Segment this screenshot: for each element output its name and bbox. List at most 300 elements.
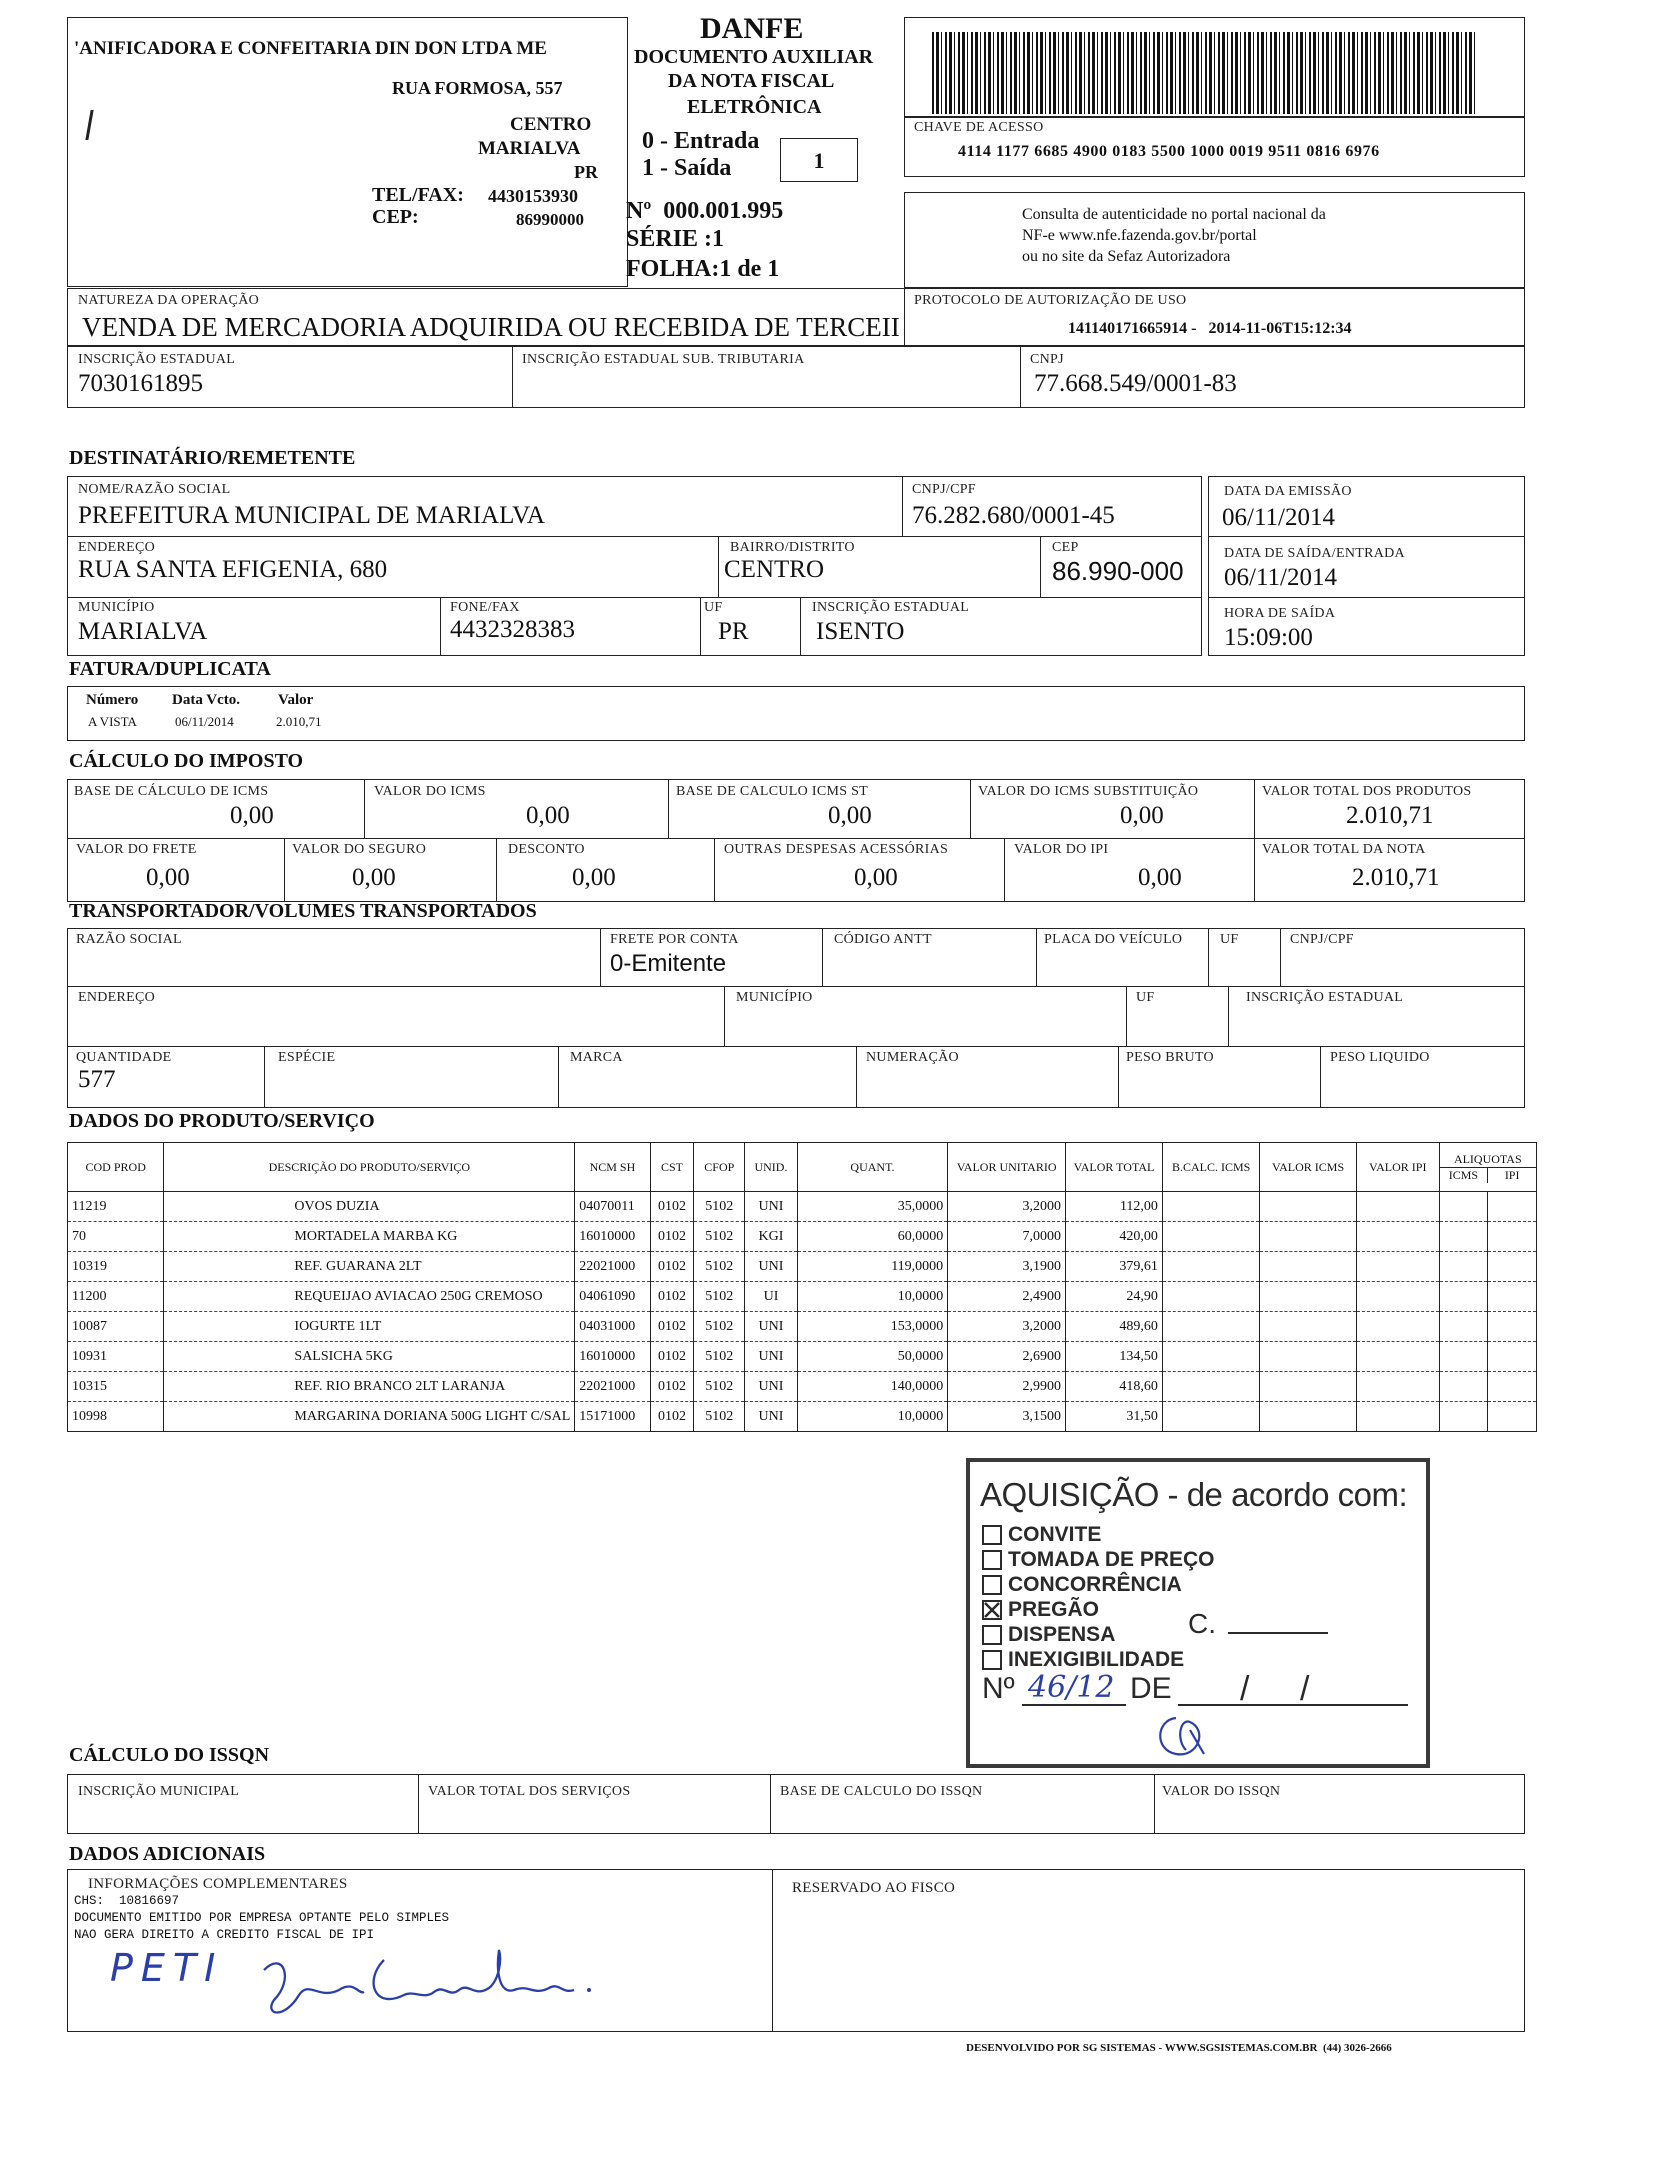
transp-box	[67, 928, 1525, 1108]
cell-vipi	[1356, 1372, 1439, 1402]
seguro-label: VALOR DO SEGURO	[292, 842, 427, 857]
divider	[1004, 838, 1005, 902]
stamp-rubrica	[1146, 1710, 1236, 1766]
cell-ncm: 22021000	[575, 1372, 650, 1402]
bc-st-label: BASE DE CALCULO ICMS ST	[676, 784, 869, 799]
dest-secao: DESTINATÁRIO/REMETENTE	[69, 447, 356, 469]
dest-nome-label: NOME/RAZÃO SOCIAL	[78, 482, 231, 497]
cell-cfop: 5102	[694, 1372, 745, 1402]
cell-unid: KGI	[745, 1222, 798, 1252]
checkbox-icon	[982, 1650, 1002, 1670]
issqn-im-label: INSCRIÇÃO MUNICIPAL	[78, 1784, 240, 1799]
cell-vipi	[1356, 1342, 1439, 1372]
danfe-tipo-box: 1	[780, 138, 858, 182]
ie-valor: 7030161895	[78, 370, 203, 397]
th-desc: DESCRIÇÃO DO PRODUTO/SERVIÇO	[164, 1143, 575, 1192]
stamp-option	[982, 1547, 1215, 1572]
cell-unid: UNI	[745, 1372, 798, 1402]
produtos-table	[67, 1142, 1537, 1432]
cell-desc: REQUEIJAO AVIACAO 250G CREMOSO	[164, 1282, 575, 1312]
cell-desc: IOGURTE 1LT	[164, 1312, 575, 1342]
bc-icms-label: BASE DE CÁLCULO DE ICMS	[74, 784, 269, 799]
cell-vicms	[1260, 1252, 1357, 1282]
table-row	[68, 1192, 1537, 1222]
cell-ncm: 16010000	[575, 1342, 650, 1372]
total-prod-label: VALOR TOTAL DOS PRODUTOS	[1262, 784, 1472, 799]
consulta-linha3: ou no site da Sefaz Autorizadora	[1022, 248, 1231, 265]
cell-cfop: 5102	[694, 1342, 745, 1372]
divider	[1040, 536, 1041, 597]
consulta-linha2: NF-e www.nfe.fazenda.gov.br/portal	[1022, 227, 1257, 244]
dest-end: RUA SANTA EFIGENIA, 680	[78, 556, 388, 583]
stamp-option	[982, 1572, 1215, 1597]
dest-mun-label: MUNICÍPIO	[78, 600, 155, 615]
divider	[970, 779, 971, 838]
cell-desc: SALSICHA 5KG	[164, 1342, 575, 1372]
icms: 0,00	[526, 802, 570, 829]
fatura-h-numero: Número	[86, 692, 139, 708]
produtos-body	[68, 1192, 1537, 1432]
transp-qtd-label: QUANTIDADE	[76, 1050, 172, 1065]
fisco-label: RESERVADO AO FISCO	[792, 1880, 956, 1896]
divider	[284, 838, 285, 902]
emitente-cep-label: CEP:	[372, 206, 419, 228]
divider	[67, 536, 1202, 537]
stamp-slash-1: /	[1240, 1670, 1250, 1708]
cell-desc: REF. RIO BRANCO 2LT LARANJA	[164, 1372, 575, 1402]
table-row	[68, 1372, 1537, 1402]
cell-cod: 10998	[68, 1402, 164, 1432]
cell-vicms	[1260, 1222, 1357, 1252]
divider	[1126, 986, 1127, 1046]
rodape: DESENVOLVIDO POR SG SISTEMAS - WWW.SGSISTEMAS.COM.BR (44) 3026-2666	[966, 2042, 1392, 2054]
checkbox-icon	[982, 1550, 1002, 1570]
cell-cfop: 5102	[694, 1402, 745, 1432]
divider	[1254, 779, 1255, 902]
th-vunit: VALOR UNITARIO	[948, 1143, 1066, 1192]
desconto: 0,00	[572, 864, 616, 891]
dest-uf: PR	[718, 618, 749, 645]
dest-emissao-label: DATA DA EMISSÃO	[1224, 484, 1352, 499]
stamp-option-label: TOMADA DE PREÇO	[1008, 1548, 1215, 1571]
icms-label: VALOR DO ICMS	[374, 784, 486, 799]
protocolo-valor: 141140171665914 - 2014-11-06T15:12:34	[1068, 320, 1352, 337]
cell-unid: UI	[745, 1282, 798, 1312]
divider	[67, 986, 1525, 987]
cell-bc	[1162, 1372, 1259, 1402]
stamp-c-line	[1228, 1632, 1328, 1634]
info-label: INFORMAÇÕES COMPLEMENTARES	[88, 1876, 348, 1892]
divider	[67, 597, 1202, 598]
cell-cfop: 5102	[694, 1192, 745, 1222]
cell-cfop: 5102	[694, 1252, 745, 1282]
chave-label: CHAVE DE ACESSO	[914, 120, 1044, 135]
cell-quant: 60,0000	[797, 1222, 947, 1252]
stamp-de-label: DE	[1130, 1672, 1172, 1705]
stamp-option	[982, 1622, 1215, 1647]
danfe-sub1: DOCUMENTO AUXILIAR	[634, 46, 874, 68]
cell-quant: 10,0000	[797, 1402, 947, 1432]
cell-cst: 0102	[650, 1372, 694, 1402]
th-vtotal: VALOR TOTAL	[1066, 1143, 1163, 1192]
stamp-options	[982, 1522, 1215, 1672]
cell-bc	[1162, 1252, 1259, 1282]
cell-cod: 10315	[68, 1372, 164, 1402]
divider	[1118, 1046, 1119, 1108]
th-aliq-label: ALIQUOTAS	[1440, 1152, 1536, 1168]
stamp-slash-2: /	[1300, 1670, 1310, 1708]
transp-cnpj-label: CNPJ/CPF	[1290, 932, 1354, 947]
emitente-cidade: MARIALVA	[478, 138, 581, 159]
cell-desc: OVOS DUZIA	[164, 1192, 575, 1222]
cell-vtotal: 420,00	[1066, 1222, 1163, 1252]
cell-vicms	[1260, 1312, 1357, 1342]
cell-cod: 11200	[68, 1282, 164, 1312]
fatura-h-valor: Valor	[278, 692, 314, 708]
cell-aipi	[1488, 1282, 1537, 1312]
transp-antt-label: CÓDIGO ANTT	[834, 932, 932, 947]
produtos-header-row	[68, 1143, 1537, 1192]
protocolo-label: PROTOCOLO DE AUTORIZAÇÃO DE USO	[914, 293, 1187, 308]
cell-vicms	[1260, 1402, 1357, 1432]
danfe-title: DANFE	[700, 12, 804, 45]
cell-vicms	[1260, 1342, 1357, 1372]
cell-vtotal: 489,60	[1066, 1312, 1163, 1342]
cell-vunit: 2,9900	[948, 1372, 1066, 1402]
cell-vipi	[1356, 1192, 1439, 1222]
cell-vtotal: 418,60	[1066, 1372, 1163, 1402]
divider	[714, 838, 715, 902]
cell-aipi	[1488, 1192, 1537, 1222]
cell-vunit: 2,4900	[948, 1282, 1066, 1312]
transp-liquido-label: PESO LIQUIDO	[1330, 1050, 1430, 1065]
emitente-cep: 86990000	[516, 210, 584, 229]
fatura-data: 06/11/2014	[175, 714, 234, 729]
stamp-c-label: C.	[1188, 1608, 1216, 1639]
danfe-serie: SÉRIE :1	[626, 226, 725, 252]
transp-secao: TRANSPORTADOR/VOLUMES TRANSPORTADOS	[69, 900, 537, 922]
dest-saida-label: DATA DE SAÍDA/ENTRADA	[1224, 546, 1405, 561]
cell-aipi	[1488, 1342, 1537, 1372]
cnpj-valor: 77.668.549/0001-83	[1034, 370, 1237, 397]
stamp-option-label: CONVITE	[1008, 1523, 1102, 1546]
dest-cep-label: CEP	[1052, 540, 1079, 555]
fatura-valor: 2.010,71	[276, 714, 322, 729]
divider	[418, 1774, 419, 1834]
icms-st: 0,00	[1120, 802, 1164, 829]
cell-aipi	[1488, 1402, 1537, 1432]
cell-aipi	[1488, 1222, 1537, 1252]
cell-vicms	[1260, 1282, 1357, 1312]
emitente-telfax: 4430153930	[488, 186, 578, 206]
cell-bc	[1162, 1312, 1259, 1342]
cell-bc	[1162, 1222, 1259, 1252]
cell-vtotal: 24,90	[1066, 1282, 1163, 1312]
issqn-box	[67, 1774, 1525, 1834]
cell-aicms	[1439, 1222, 1488, 1252]
stamp-option-label: DISPENSA	[1008, 1623, 1116, 1646]
th-aliq	[1439, 1143, 1536, 1192]
total-nota-label: VALOR TOTAL DA NOTA	[1262, 842, 1426, 857]
dest-hora: 15:09:00	[1224, 624, 1313, 651]
frete-label: VALOR DO FRETE	[76, 842, 197, 857]
cell-cst: 0102	[650, 1312, 694, 1342]
divider	[770, 1774, 771, 1834]
iest-label: INSCRIÇÃO ESTADUAL SUB. TRIBUTARIA	[522, 352, 805, 367]
cell-vtotal: 112,00	[1066, 1192, 1163, 1222]
cell-cod: 10087	[68, 1312, 164, 1342]
th-cst: CST	[650, 1143, 694, 1192]
ipi: 0,00	[1138, 864, 1182, 891]
th-ncm: NCM SH	[575, 1143, 650, 1192]
cell-desc: REF. GUARANA 2LT	[164, 1252, 575, 1282]
divider	[1320, 1046, 1321, 1108]
stamp-option-label: PREGÃO	[1008, 1598, 1100, 1621]
stamp-date-line	[1178, 1704, 1408, 1706]
natureza-valor: VENDA DE MERCADORIA ADQUIRIDA OU RECEBIDA DE TERCEII	[82, 312, 900, 342]
divider	[856, 1046, 857, 1108]
transp-uf2-label: UF	[1136, 990, 1155, 1005]
cell-aipi	[1488, 1372, 1537, 1402]
transp-placa-label: PLACA DO VEÍCULO	[1044, 932, 1183, 947]
cell-cst: 0102	[650, 1402, 694, 1432]
cell-vicms	[1260, 1372, 1357, 1402]
outras: 0,00	[854, 864, 898, 891]
dest-saida: 06/11/2014	[1224, 564, 1337, 591]
dest-cep: 86.990-000	[1052, 556, 1184, 586]
dest-nome: PREFEITURA MUNICIPAL DE MARIALVA	[78, 502, 545, 529]
emitente-telfax-label: TEL/FAX:	[372, 184, 464, 206]
fatura-secao: FATURA/DUPLICATA	[69, 658, 271, 680]
stamp-title: AQUISIÇÃO - de acordo com:	[980, 1476, 1408, 1513]
divider	[724, 986, 725, 1046]
cell-unid: UNI	[745, 1192, 798, 1222]
danfe-entrada: 0 - Entrada	[642, 128, 760, 154]
stamp-option	[982, 1522, 1215, 1547]
dest-ie: ISENTO	[816, 618, 905, 645]
divider	[668, 779, 669, 838]
cell-vunit: 3,2000	[948, 1192, 1066, 1222]
issqn-secao: CÁLCULO DO ISSQN	[69, 1744, 270, 1766]
cell-quant: 35,0000	[797, 1192, 947, 1222]
divider	[1228, 986, 1229, 1046]
stamp-numero-label: Nº	[982, 1672, 1015, 1705]
stamp-option	[982, 1647, 1215, 1672]
divider	[772, 1869, 773, 2032]
ie-label: INSCRIÇÃO ESTADUAL	[78, 352, 236, 367]
stamp-option-label: CONCORRÊNCIA	[1008, 1573, 1182, 1596]
barcode	[932, 32, 1476, 114]
transp-end-label: ENDEREÇO	[78, 990, 156, 1005]
cell-quant: 10,0000	[797, 1282, 947, 1312]
seguro: 0,00	[352, 864, 396, 891]
cell-vipi	[1356, 1402, 1439, 1432]
table-row	[68, 1312, 1537, 1342]
table-row	[68, 1252, 1537, 1282]
danfe-sub2: DA NOTA FISCAL	[668, 70, 835, 92]
divider	[496, 838, 497, 902]
cell-aicms	[1439, 1252, 1488, 1282]
dest-cnpj-label: CNPJ/CPF	[912, 482, 976, 497]
divider	[364, 779, 365, 838]
manuscrito-peti: PETI	[110, 1946, 224, 1990]
divider	[67, 1046, 1525, 1047]
cell-unid: UNI	[745, 1402, 798, 1432]
cell-bc	[1162, 1402, 1259, 1432]
cell-aicms	[1439, 1342, 1488, 1372]
cell-quant: 119,0000	[797, 1252, 947, 1282]
cell-desc: MARGARINA DORIANA 500G LIGHT C/SAL	[164, 1402, 575, 1432]
divider	[1208, 928, 1209, 986]
dest-bairro: CENTRO	[724, 556, 824, 583]
cell-unid: UNI	[745, 1312, 798, 1342]
dest-hora-label: HORA DE SAÍDA	[1224, 606, 1336, 621]
cell-vunit: 3,2000	[948, 1312, 1066, 1342]
dest-emissao: 06/11/2014	[1222, 504, 1335, 531]
cell-aicms	[1439, 1402, 1488, 1432]
th-aliq-icms: ICMS	[1440, 1168, 1489, 1183]
info-linha1: CHS: 10816697	[74, 1894, 180, 1908]
transp-mun-label: MUNICÍPIO	[736, 990, 813, 1005]
natureza-label: NATUREZA DA OPERAÇÃO	[78, 293, 260, 308]
checkbox-icon	[982, 1575, 1002, 1595]
transp-uf-label: UF	[1220, 932, 1239, 947]
divider	[600, 928, 601, 986]
divider	[1036, 928, 1037, 986]
cell-ncm: 04070011	[575, 1192, 650, 1222]
chave-valor: 4114 1177 6685 4900 0183 5500 1000 0019 9511 0816 6976	[958, 143, 1380, 160]
transp-ie-label: INSCRIÇÃO ESTADUAL	[1246, 990, 1404, 1005]
transp-numeracao-label: NUMERAÇÃO	[866, 1050, 959, 1065]
issqn-vts-label: VALOR TOTAL DOS SERVIÇOS	[428, 1784, 631, 1799]
divider	[700, 597, 701, 656]
divider	[440, 597, 441, 656]
cell-cod: 10931	[68, 1342, 164, 1372]
danfe-numero: Nº 000.001.995	[626, 198, 784, 224]
bc-icms: 0,00	[230, 802, 274, 829]
stamp-numero: 46/12	[1028, 1670, 1115, 1705]
assinatura	[244, 1940, 604, 2030]
divider	[558, 1046, 559, 1108]
divider	[264, 1046, 265, 1108]
transp-bruto-label: PESO BRUTO	[1126, 1050, 1214, 1065]
fatura-h-data: Data Vcto.	[172, 692, 241, 708]
total-nota: 2.010,71	[1352, 864, 1440, 891]
th-vipi: VALOR IPI	[1356, 1143, 1439, 1192]
cell-aipi	[1488, 1312, 1537, 1342]
aquisicao-stamp	[966, 1458, 1430, 1768]
cell-vtotal: 379,61	[1066, 1252, 1163, 1282]
dest-ie-label: INSCRIÇÃO ESTADUAL	[812, 600, 970, 615]
cell-cst: 0102	[650, 1192, 694, 1222]
divider	[1208, 597, 1525, 598]
cell-quant: 50,0000	[797, 1342, 947, 1372]
cell-vunit: 3,1500	[948, 1402, 1066, 1432]
issqn-v-label: VALOR DO ISSQN	[1162, 1784, 1281, 1799]
th-vicms: VALOR ICMS	[1260, 1143, 1357, 1192]
cell-cod: 10319	[68, 1252, 164, 1282]
cell-bc	[1162, 1342, 1259, 1372]
cell-vicms	[1260, 1192, 1357, 1222]
adicionais-secao: DADOS ADICIONAIS	[69, 1843, 266, 1865]
cell-ncm: 22021000	[575, 1252, 650, 1282]
cell-vunit: 2,6900	[948, 1342, 1066, 1372]
cell-cst: 0102	[650, 1282, 694, 1312]
transp-qtd: 577	[78, 1066, 116, 1093]
th-bc: B.CALC. ICMS	[1162, 1143, 1259, 1192]
produtos-secao: DADOS DO PRODUTO/SERVIÇO	[69, 1110, 375, 1132]
cell-unid: UNI	[745, 1342, 798, 1372]
danfe-saida: 1 - Saída	[642, 155, 732, 181]
danfe-sub3: ELETRÔNICA	[687, 96, 822, 118]
cell-vunit: 7,0000	[948, 1222, 1066, 1252]
bc-st: 0,00	[828, 802, 872, 829]
outras-label: OUTRAS DESPESAS ACESSÓRIAS	[724, 842, 949, 857]
consulta-linha1: Consulta de autenticidade no portal nacional da	[1022, 206, 1326, 223]
emitente-nome: 'ANIFICADORA E CONFEITARIA DIN DON LTDA ME	[74, 38, 547, 59]
th-cfop: CFOP	[694, 1143, 745, 1192]
cell-ncm: 04061090	[575, 1282, 650, 1312]
cell-cfop: 5102	[694, 1222, 745, 1252]
divider	[1280, 928, 1281, 986]
total-prod: 2.010,71	[1346, 802, 1434, 829]
divider	[800, 597, 801, 656]
transp-razao-label: RAZÃO SOCIAL	[76, 932, 182, 947]
cell-aicms	[1439, 1192, 1488, 1222]
cell-ncm: 04031000	[575, 1312, 650, 1342]
emitente-uf: PR	[574, 162, 598, 182]
cell-quant: 153,0000	[797, 1312, 947, 1342]
transp-especie-label: ESPÉCIE	[278, 1050, 336, 1065]
th-aliq-sub	[1440, 1168, 1536, 1183]
th-unid: UNID.	[745, 1143, 798, 1192]
imposto-secao: CÁLCULO DO IMPOSTO	[69, 750, 304, 772]
cell-cod: 70	[68, 1222, 164, 1252]
divider	[67, 838, 1525, 839]
cell-bc	[1162, 1192, 1259, 1222]
cell-vipi	[1356, 1282, 1439, 1312]
danfe-folha: FOLHA:1 de 1	[626, 256, 780, 282]
checkbox-icon	[982, 1525, 1002, 1545]
transp-frete: 0-Emitente	[610, 950, 727, 977]
info-linha2: DOCUMENTO EMITIDO POR EMPRESA OPTANTE PELO SIMPLES	[74, 1911, 450, 1925]
icms-st-label: VALOR DO ICMS SUBSTITUIÇÃO	[978, 784, 1199, 799]
cell-unid: UNI	[745, 1252, 798, 1282]
divider	[904, 288, 905, 346]
transp-marca-label: MARCA	[570, 1050, 623, 1065]
cell-bc	[1162, 1282, 1259, 1312]
dest-fone: 4432328383	[450, 616, 575, 643]
fatura-numero: A VISTA	[88, 714, 137, 729]
cell-vipi	[1356, 1252, 1439, 1282]
frete: 0,00	[146, 864, 190, 891]
cell-cod: 11219	[68, 1192, 164, 1222]
cell-cst: 0102	[650, 1252, 694, 1282]
stamp-numero-line	[1022, 1704, 1126, 1706]
cell-aipi	[1488, 1252, 1537, 1282]
divider	[902, 476, 903, 536]
dest-uf-label: UF	[704, 600, 723, 615]
cell-ncm: 16010000	[575, 1222, 650, 1252]
cell-vipi	[1356, 1222, 1439, 1252]
dest-fone-label: FONE/FAX	[450, 600, 520, 615]
table-row	[68, 1342, 1537, 1372]
cell-cfop: 5102	[694, 1312, 745, 1342]
table-row	[68, 1222, 1537, 1252]
divider	[822, 928, 823, 986]
info-linha3: NAO GERA DIREITO A CREDITO FISCAL DE IPI	[74, 1928, 375, 1942]
th-quant: QUANT.	[797, 1143, 947, 1192]
